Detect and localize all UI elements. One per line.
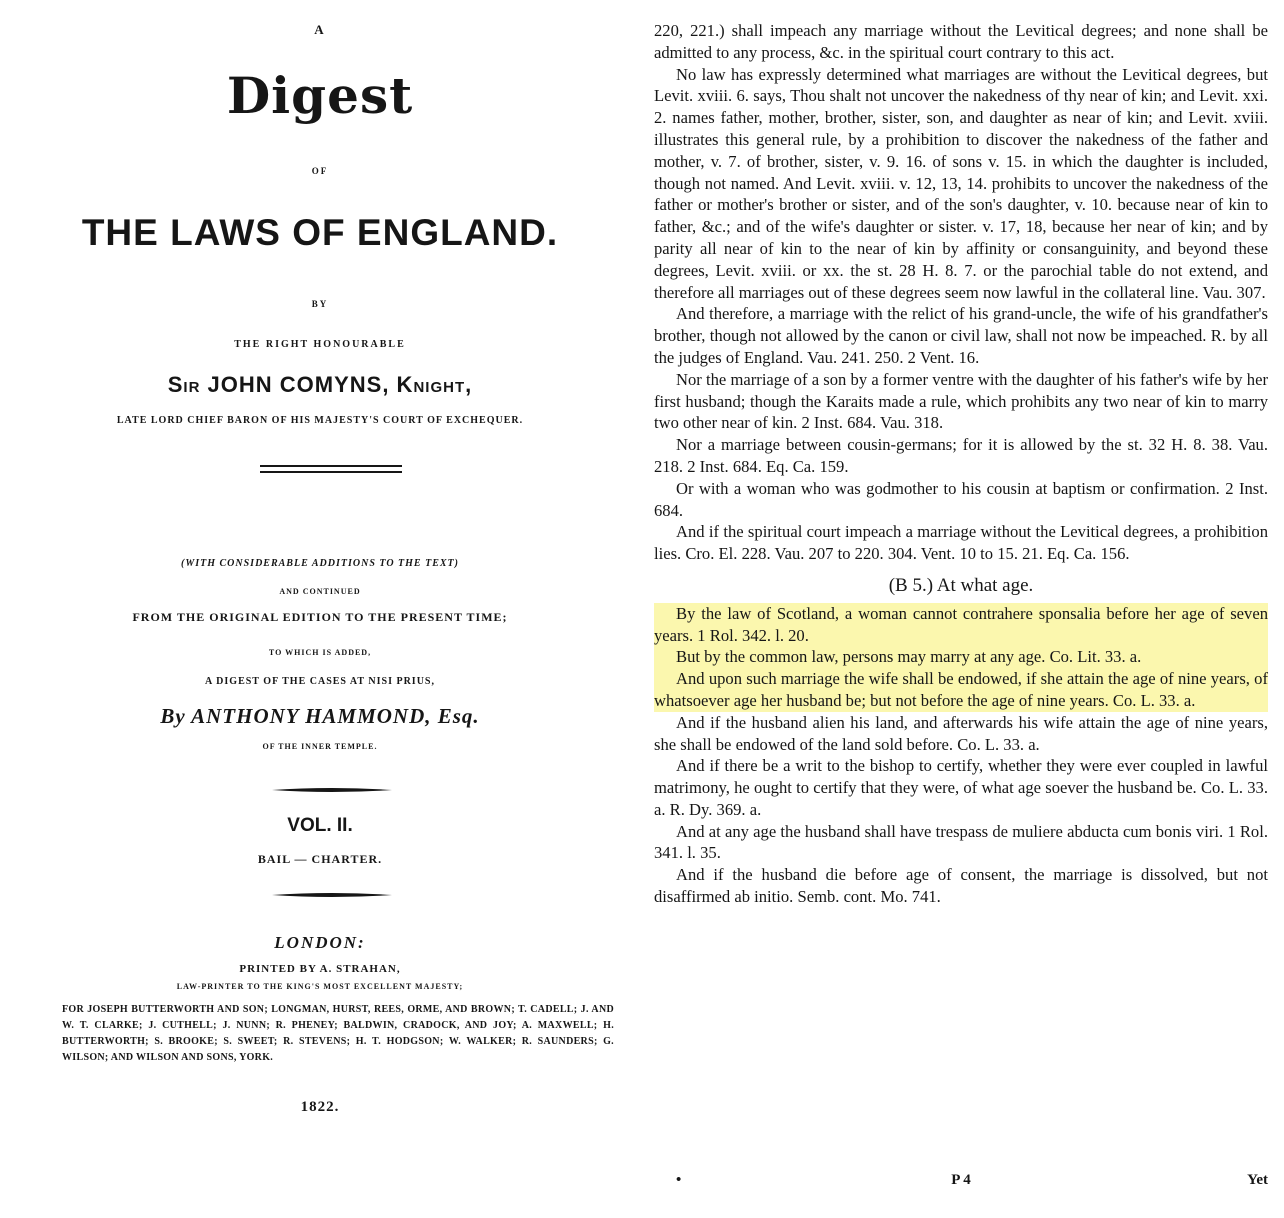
paragraph: And if the husband alien his land, and afterwards his wife attain the age of nine years, she shall be endowed of the land sold before. Co. L. 33. a. xyxy=(654,712,1268,754)
highlighted-paragraph: And upon such marriage the wife shall be endowed, if she attain the age of nine years, of whatsoever age her husband be; but not before the age of nine years. Co. L. 33. a. xyxy=(654,669,1268,710)
signature-mark: P 4 xyxy=(951,1172,971,1188)
title-article: A xyxy=(314,22,326,37)
paragraph: And if the spiritual court impeach a marriage without the Levitical degrees, a prohibition lies. Cro. El. 228. Vau. 207 to 220. 304. Vent. 10 to 15. 21. Eq. Ca. 156. xyxy=(654,522,1268,564)
highlighted-paragraph: By the law of Scotland, a woman cannot contrahere sponsalia before her age of seven years. 1 Rol. 342. l. 20. xyxy=(654,603,1268,645)
ornament-rule-2 xyxy=(272,890,392,900)
title-by-hammond: By ANTHONY HAMMOND, Esq. xyxy=(160,704,480,728)
title-by: BY xyxy=(311,299,329,309)
title-london: LONDON: xyxy=(274,933,366,952)
paragraph: And if the husband die before age of consent, the marriage is dissolved, but not disaffirmed ab initio. Semb. cont. Mo. 741. xyxy=(654,865,1268,907)
paragraph: 220, 221.) shall impeach any marriage without the Levitical degrees; and none shall be admitted to any process, &c. in the spiritual court contrary to this act. xyxy=(654,21,1268,62)
title-inner-temple: OF THE INNER TEMPLE. xyxy=(262,742,378,751)
title-from-original: FROM THE ORIGINAL EDITION TO THE PRESENT TIME; xyxy=(132,610,508,624)
paragraph: Or with a woman who was godmother to his cousin at baptism or confirmation. 2 Inst. 684. xyxy=(654,478,1268,520)
title-author-office: LATE LORD CHIEF BARON OF HIS MAJESTY'S COURT OF EXCHEQUER. xyxy=(116,415,524,426)
title-digest-of-cases: A DIGEST OF THE CASES AT NISI PRIUS, xyxy=(205,676,435,687)
title-which-is-added: TO WHICH IS ADDED, xyxy=(268,648,372,657)
ornament-rule-1 xyxy=(272,785,392,795)
paragraph: Nor a marriage between cousin-germans; for it is allowed by the st. 32 H. 8. 38. Vau. 218. 2 Inst. 684. Eq. Ca. 159. xyxy=(654,435,1268,476)
highlighted-paragraph: But by the common law, persons may marry at any age. Co. Lit. 33. a. xyxy=(654,646,1268,668)
title-continued: AND CONTINUED xyxy=(279,587,361,596)
title-with-additions: (WITH CONSIDERABLE ADDITIONS TO THE TEXT) xyxy=(181,558,459,569)
title-digest: Digest xyxy=(226,66,414,125)
double-rule-top xyxy=(260,465,402,467)
title-of: OF xyxy=(311,166,329,176)
title-author-name: Sir JOHN COMYNS, Knight, xyxy=(167,372,473,397)
title-right-honourable: THE RIGHT HONOURABLE xyxy=(234,339,406,350)
title-year: 1822. xyxy=(300,1099,340,1115)
section-heading: (B 5.) At what age. xyxy=(888,574,1034,596)
text-page xyxy=(640,0,1284,1218)
title-volume: VOL. II. xyxy=(287,815,353,836)
title-printed-by: PRINTED BY A. STRAHAN, xyxy=(239,963,401,975)
title-publishers: FOR JOSEPH BUTTERWORTH AND SON; LONGMAN, HURST, REES, ORME, AND BROWN; T. CADELL; J. AND W. T. CLARKE; J. CUTHELL; J. NUNN; R. PHENEY; BALDWIN, CRADOCK, AND JOY; A. MAXWELL; H. BUTTERWORTH; S. BROOKE; S. SWEET; R. STEVENS; H. T. HODGSON; W. WALKER; R. SAUNDERS; G. WILSON; AND WILSON AND SONS, YORK. xyxy=(62,1004,614,1063)
catchword: Yet xyxy=(1247,1172,1268,1188)
title-law-printer: LAW-PRINTER TO THE KING'S MOST EXCELLENT MAJESTY; xyxy=(176,982,464,991)
title-laws-of-england: THE LAWS OF ENGLAND. xyxy=(81,212,559,253)
paragraph: No law has expressly determined what marriages are without the Levitical degrees, but Levit. xviii. 6. says, Thou shalt not uncover the nakedness of thy near of kin; and Levit. xxi. 2. names father, mother, brother, sister, son, and daughter as near of kin; and Levit. xviii. illustrates this general rule, by a prohibition to discover the nakedness of the father and mother, v. 7. of brother, sister, v. 9. 16. of sons v. 15. in which the daughter is included, though not named. And Levit. xviii. v. 12, 13, 14. prohibits to uncover the nakedness of the father or mother's brother or sister, and of the son's daughter, v. 10. because near of kin to father, &c.; and of the wife's daughter or sister. v. 17, 18, because her near of kin; and by parity all near of kin to the near of kin by affinity or consanguinity, and beyond these degrees, Levit. xviii. or xx. the st. 28 H. 8. 7. or the parochial table do not extend, and therefore all marriages out of these degrees seem now lawful in the collateral line. Vau. 307. xyxy=(654,64,1268,302)
double-rule-bottom xyxy=(260,471,402,473)
title-page xyxy=(0,0,640,1218)
paragraph: And if there be a writ to the bishop to certify, whether they were ever coupled in lawful matrimony, he ought to certify that they were, of what age soever the husband be. Co. L. 33. a. R. Dy. 369. a. xyxy=(654,756,1268,819)
paragraph: And therefore, a marriage with the relict of his grand-uncle, the wife of his grandfather's brother, though not allowed by the canon or civil law, shall not now be impeached. R. by all the judges of England. Vau. 241. 250. 2 Vent. 16. xyxy=(654,304,1268,367)
title-bail-charter: BAIL — CHARTER. xyxy=(257,852,383,866)
text-body xyxy=(654,20,1268,908)
paragraph: And at any age the husband shall have trespass de muliere abducta cum bonis viri. 1 Rol. 341. l. 35. xyxy=(654,821,1268,863)
page-footer xyxy=(654,1172,1268,1196)
footer-dot: • xyxy=(676,1172,682,1188)
paragraph: Nor the marriage of a son by a former ventre with the daughter of his father's wife by her first husband; though the Karaits made a rule, which prohibits any two near of kin to marry two other near of kin. 2 Inst. 684. Vau. 318. xyxy=(654,369,1268,433)
